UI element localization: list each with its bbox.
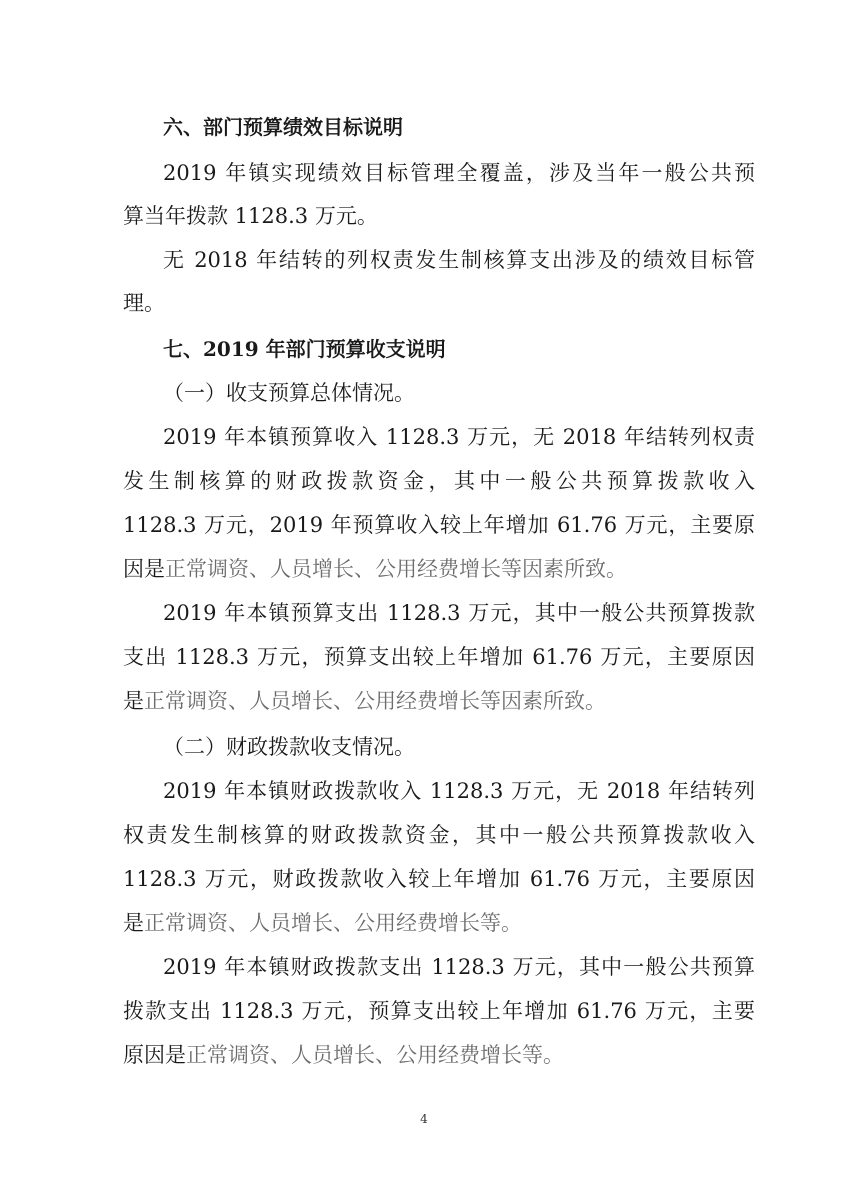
paragraph-line [123,554,755,584]
text-span: 原因是 [123,1043,186,1067]
paragraph-line: 1128.3 万元，2019 年预算收入较上年增加 61.76 万元，主要原 [123,513,755,537]
text-span: 因是 [123,557,165,581]
paragraph-line: 理。 [123,291,165,315]
text-span: 是 [123,689,144,713]
paragraph-line: 2019 年本镇财政拨款支出 1128.3 万元，其中一般公共预算 [163,955,755,979]
paragraph-line [123,908,755,938]
section-6-heading: 六、部门预算绩效目标说明 [163,115,403,139]
reason-text: 正常调资、人员增长、公用经费增长等。 [144,911,522,935]
paragraph-line: 1128.3 万元，财政拨款收入较上年增加 61.76 万元，主要原因 [123,867,755,891]
paragraph-line: 支出 1128.3 万元，预算支出较上年增加 61.76 万元，主要原因 [123,645,755,669]
reason-text: 正常调资、人员增长、公用经费增长等。 [186,1043,564,1067]
paragraph-line: 权责发生制核算的财政拨款资金，其中一般公共预算拨款收入 [123,823,755,847]
paragraph-line [123,686,755,716]
paragraph-line: 2019 年本镇预算收入 1128.3 万元，无 2018 年结转列权责 [163,425,755,449]
reason-text: 正常调资、人员增长、公用经费增长等因素所致。 [165,557,627,581]
paragraph-line [123,1040,755,1070]
paragraph-line: 无 2018 年结转的列权责发生制核算支出涉及的绩效目标管 [163,248,755,272]
text-span: 是 [123,911,144,935]
subsection-1-heading: （一）收支预算总体情况。 [163,381,415,405]
subsection-2-heading: （二）财政拨款收支情况。 [163,735,415,759]
paragraph-line: 算当年拨款 1128.3 万元。 [123,204,378,228]
paragraph-line: 2019 年镇实现绩效目标管理全覆盖，涉及当年一般公共预 [163,161,755,185]
paragraph-line: 拨款支出 1128.3 万元，预算支出较上年增加 61.76 万元，主要 [123,999,755,1023]
section-7-heading: 七、2019 年部门预算收支说明 [163,337,446,361]
paragraph-line: 2019 年本镇财政拨款收入 1128.3 万元，无 2018 年结转列 [163,779,755,803]
reason-text: 正常调资、人员增长、公用经费增长等因素所致。 [144,689,606,713]
paragraph-line: 2019 年本镇预算支出 1128.3 万元，其中一般公共预算拨款 [163,601,755,625]
paragraph-line: 发生制核算的财政拨款资金，其中一般公共预算拨款收入 [123,469,755,493]
page-number: 4 [420,1112,428,1126]
